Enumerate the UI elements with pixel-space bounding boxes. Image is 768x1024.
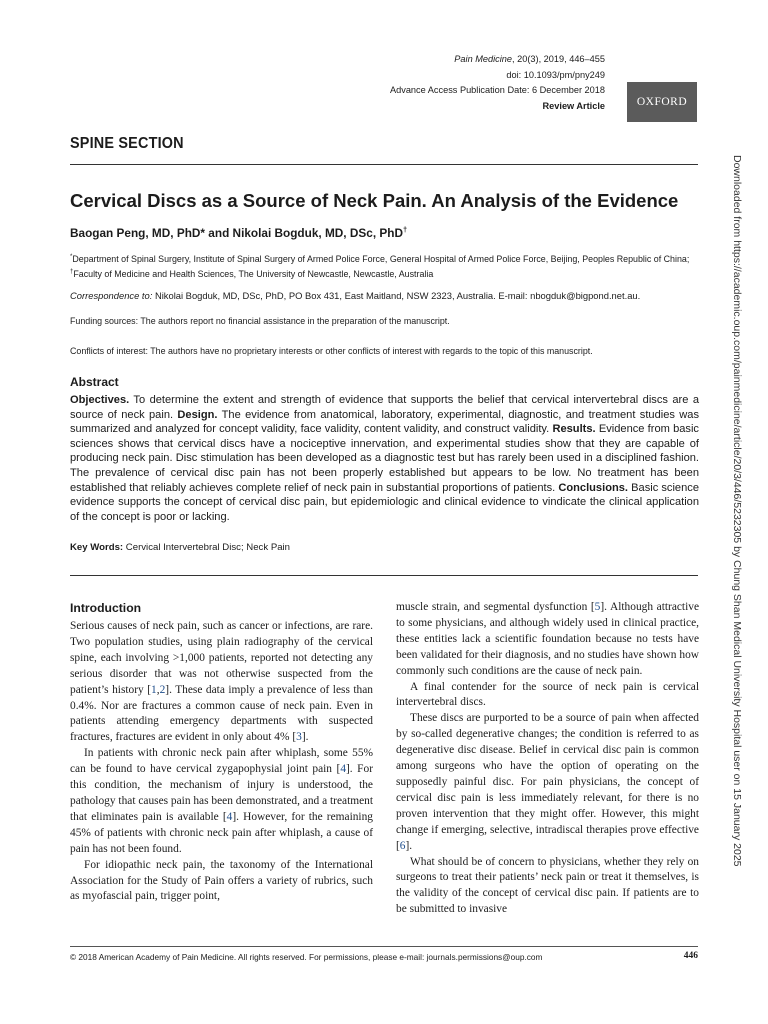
body-column-left	[70, 600, 373, 905]
author-list	[70, 225, 407, 240]
intro-p1-text-d: ].	[301, 731, 309, 744]
article-title: Cervical Discs as a Source of Neck Pain. An Analysis of the Evidence	[70, 190, 679, 211]
advance-access-date: Advance Access Publication Date: 6 December 2018	[389, 85, 605, 95]
journal-citation-block	[275, 52, 605, 114]
keywords-text: Cervical Intervertebral Disc; Neck Pain	[123, 542, 291, 553]
intro-p1-text-b: ,	[156, 683, 160, 696]
affiliations	[70, 251, 700, 282]
intro-p1-text-c: ]. These data imply a prevalence of less than 0.4%. Nor are fractures a common cause of neck pain. Even in patients attending emergency departments with suspected fractures, fractures are evident in only about 4% [	[70, 683, 374, 744]
abstract-results-label: Results.	[552, 423, 596, 436]
journal-citation	[275, 52, 605, 68]
intro-p6-text-b: ].	[405, 839, 413, 852]
abstract-objectives: To determine the extent and strength of evidence that supports the belief that cervical intervertebral discs are a source of neck pain.	[70, 394, 699, 421]
doi: doi: 10.1093/pm/pny249	[506, 69, 605, 80]
affiliation-mark-2: †	[70, 269, 74, 276]
intro-p4-text-b: ]. Although attractive to some physicians, and although widely used in clinical practice, these entities lack a scientific foundation because no tests have been validated for their diagnosis, and no studies have shown how commonly such conditions are the cause of neck pain.	[396, 601, 700, 677]
keywords-divider	[70, 575, 698, 576]
citation-link[interactable]: 4	[340, 763, 347, 776]
correspondence-label: Correspondence to:	[70, 290, 153, 301]
abstract-conclusions-label: Conclusions.	[558, 481, 628, 494]
intro-paragraph-1	[70, 619, 373, 746]
footer-divider	[70, 946, 698, 947]
author-affiliation-mark: †	[402, 225, 408, 234]
abstract-objectives-label: Objectives.	[70, 394, 130, 406]
intro-p4-text-a: muscle strain, and segmental dysfunction [	[396, 601, 595, 613]
citation-link[interactable]: 2	[159, 683, 166, 696]
intro-p1-text-a: Serious causes of neck pain, such as cancer or infections, are rare. Two population studies, using plain radiography of the cervical spine, each involving >1,000 patients, reported not detecting any serious disorder that was not otherwise suspected from the patient’s history [	[70, 620, 373, 696]
abstract-results: Evidence from basic sciences shows that cervical discs have a nociceptive innervation, and experimental studies show that they are capable of producing neck pain. Disc stimulation has been developed as a diagnostic test but has rarely been used in a disciplined fashion. The prevalence of cervical disc pain has not been properly established but appears to be low. No treatment has been established that reliably achieves complete relief of neck pain in substantial proportions of patients.	[70, 423, 699, 494]
intro-p2-text-c: ]. However, for the remaining 45% of patients with chronic neck pain after whiplash, a cause of pain has not been found.	[70, 810, 373, 855]
intro-paragraph-7: What should be of concern to physicians, whether they rely on surgeons to treat their patients’ neck pain or treat it themselves, is the validity of the concept of cervical disc pain. If patients are to be submitted to invasive	[396, 855, 699, 916]
keywords-label: Key Words:	[70, 542, 124, 553]
correspondence-text: Nikolai Bogduk, MD, DSc, PhD, PO Box 431, East Maitland, NSW 2323, Australia. E-mail: nbogduk@bigpond.net.au.	[152, 290, 641, 301]
intro-p2-text-a: In patients with chronic neck pain after whiplash, some 55% can be found to have cervical zygapophysial joint pain [	[70, 747, 373, 776]
copyright-notice: © 2018 American Academy of Pain Medicine. All rights reserved. For permissions, please e-mail: journals.permissions@oup.com	[70, 952, 543, 962]
author-names: Baogan Peng, MD, PhD* and Nikolai Bogduk, MD, DSc, PhD	[70, 225, 403, 240]
citation-link[interactable]: 4	[226, 810, 233, 823]
correspondence	[70, 290, 700, 301]
introduction-heading: Introduction	[70, 601, 142, 615]
intro-paragraph-5: A final contender for the source of neck pain is cervical intervertebral discs.	[396, 680, 699, 709]
download-watermark: Downloaded from https://academic.oup.com/painmedicine/article/20/3/446/5232305 by Chung Shan Medical University Hospital user on 15 January 2025	[731, 155, 743, 867]
conflicts-statement: Conflicts of interest: The authors have no proprietary interests or other conflicts of interest with regards to the topic of this manuscript.	[70, 346, 593, 356]
section-divider	[70, 164, 698, 165]
page-number: 446	[683, 951, 698, 961]
intro-p6-text-a: These discs are purported to be a source of pain when affected by so-called degenerative changes; the condition is referred to as degenerative disc disease. Belief in cervical disc pain is common among surgeons who have the option of operating on the supposedly painful disc. For pain physicians, the concept of cervical disc pain is less immediately relevant, for there is no proven intervention that they might offer. However, this might change if emerging, selective, intradiscal therapies prove effective [	[396, 712, 699, 852]
abstract-design: The evidence from anatomical, laboratory, experimental, diagnostic, and treatment studies was summarized and analyzed for concept validity, face validity, content validity, and construct validity.	[70, 408, 699, 436]
keywords	[70, 542, 700, 553]
intro-paragraph-4	[396, 600, 699, 680]
journal-name: Pain Medicine	[454, 54, 513, 64]
affiliation-mark-1: *	[70, 254, 73, 260]
journal-volume-pages: , 20(3), 2019, 446–455	[512, 54, 605, 64]
intro-paragraph-3: For idiopathic neck pain, the taxonomy of the International Association for the Study of Pain offers a variety of rubrics, such as myofascial pain, trigger point,	[70, 858, 373, 903]
abstract-design-label: Design.	[177, 408, 218, 421]
intro-paragraph-6	[396, 711, 699, 854]
citation-link[interactable]: 6	[399, 839, 406, 852]
citation-link[interactable]: 3	[296, 731, 302, 744]
section-label: SPINE SECTION	[70, 135, 184, 152]
citation-link[interactable]: 5	[594, 601, 601, 613]
body-column-right	[396, 600, 699, 918]
abstract-conclusions: Basic science evidence supports the concept of cervical disc pain, but epidemiologic and clinical evidence to vindicate the clinical application of the concept is poor or lacking.	[70, 481, 699, 523]
citation-link[interactable]: 1	[151, 683, 157, 696]
affiliation-2: Faculty of Medicine and Health Sciences, The University of Newcastle, Newcastle, Australia	[73, 269, 434, 280]
affiliation-1: Department of Spinal Surgery, Institute of Spinal Surgery of Armed Police Force, General Hospital of Armed Police Force, Beijing, Peoples Republic of China;	[72, 253, 690, 264]
article-type: Review Article	[542, 100, 605, 111]
funding-statement: Funding sources: The authors report no financial assistance in the preparation of the manuscript.	[70, 316, 450, 326]
intro-paragraph-2	[70, 746, 373, 857]
intro-p2-text-b: ]. For this condition, the mechanism of injury is understood, the pathology that causes pain has been demonstrated, and a treatment that eliminates pain is available [	[70, 763, 374, 823]
oxford-logo: OXFORD	[627, 82, 697, 122]
abstract-body	[70, 393, 699, 524]
abstract-heading: Abstract	[70, 375, 119, 389]
